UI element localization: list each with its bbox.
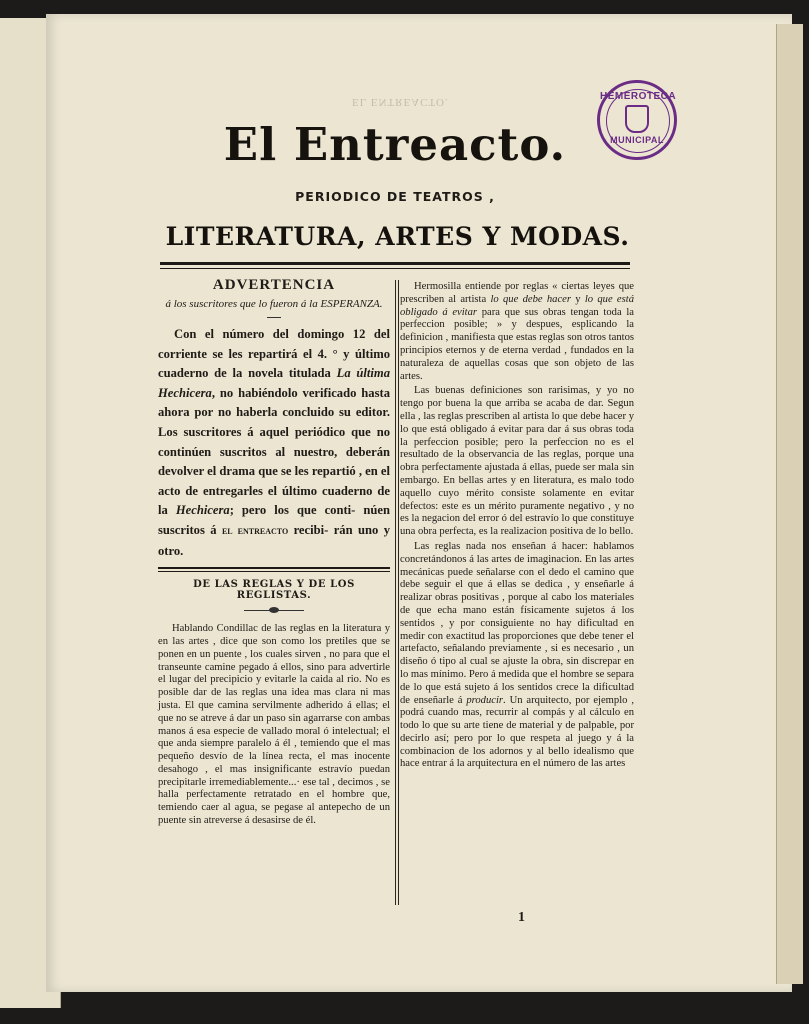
masthead-rule-thin: [160, 268, 630, 269]
page-number: 1: [518, 910, 525, 925]
masthead-subtitle: PERIODICO DE TEATROS ,: [295, 189, 495, 204]
ornament-divider: [244, 607, 304, 613]
notice-dash: [267, 317, 281, 318]
column-divider: [395, 280, 396, 905]
notice-text-a: Con el número del domingo 12 del corriente se les repartirá el 4. ° y último cuaderno de la novela titulada: [158, 327, 390, 381]
right-p3-a: Las reglas nada nos enseñan á hacer: hablamos concretándonos á las artes de imaginacion. En las artes mecánicas puede señalarse con el dedo el camino que debe seguir el que á ellas se dedica , y enseñarle á realizar obras positivas , porque al cabo los materiales de que echa mano están físicamente sujetos á los sentidos , y por consiguiente no hay dificultad en medir con exactitud las proporciones que debe tener el artefacto, señalando previamente , si es necesario , un diseño ó tipo al cual se ajuste la obra, sin discrepar en lo mas mínimo. Pero á medida que el hombre se separa de lo que está sujeto á los sentidos crece la dificultad de enseñarle á: [400, 540, 634, 706]
right-p1-c: para que sus obras tengan toda la perfeccion posible; » y despues, esplicando la definicion , manifiesta que estas reglas son otros tantos principios eternos y de eterna verdad , fundados en la naturaleza de aquellas cosas que son objeto de las artes.: [400, 306, 634, 382]
article-right-paragraph-3: [400, 541, 634, 771]
section-rule-thin: [158, 571, 390, 572]
article-heading: DE LAS REGLAS Y DE LOS REGLISTAS.: [193, 579, 355, 602]
right-column: [400, 281, 634, 771]
notice-heading: ADVERTENCIA: [212, 277, 336, 293]
right-p1-a: Hermosilla entiende por reglas « ciertas leyes que prescriben al artista: [400, 281, 634, 305]
notice-text-c: ; pero los que conti- núen suscritos á: [158, 503, 390, 537]
masthead-title: El Entreacto.: [223, 118, 567, 171]
newspaper-name-smallcaps: el entreacto: [221, 524, 289, 537]
right-p3-b: . Un arquitecto, por ejemplo , podrá cuando mas, recurrir al compás y al cálculo en todo lo que su arte tiene de material y de palpable, por decirlo así; pero por lo que respeta al juego y á la combinacion de los adornos y al bello idealismo que hace entrar á la arquitectura en el número de las artes: [400, 694, 634, 770]
notice-text: [158, 325, 390, 561]
section-rule-thick: [158, 567, 390, 569]
article-right-paragraph-1: [400, 281, 634, 383]
column-divider-inner: [398, 280, 399, 905]
page-edge: [776, 24, 803, 984]
novel-short-title: Hechicera: [175, 503, 230, 518]
notice-dedication: á los suscritores que lo fueron á la ESPERANZA.: [165, 298, 383, 310]
bleed-through-text: EL ENTREACTO.: [352, 96, 449, 108]
masthead-headline: LITERATURA, ARTES Y MODAS.: [165, 222, 630, 251]
right-p1-b: y: [570, 293, 585, 305]
left-column: [158, 277, 390, 828]
right-p1-italic-1: lo que debe hacer: [490, 293, 571, 305]
notice-text-b: , no habiéndolo verificado hasta ahora por no haberla concluido su editor. Los suscritores á aquel periódico que no continúen suscritos al nuestro, deberán devolver el drama que se les repartió , en el acto de entregarles el último cuaderno de la: [158, 385, 390, 518]
article-right-paragraph-2: Las buenas definiciones son rarisimas, y yo no tengo por buena la que arriba se acaba de dar. Segun ella , las reglas prescriben al artista lo que debe hacer y lo que está obligado á evitar para dar á sus obras toda la perfeccion posible; pero la perfeccion no es el resultado de la observancia de las reglas, porque una obra perfectamente ajustada á ellas, puede ser mala sin embargo. En bellas artes y en literatura, es malo todo aquello cuyo mérito consiste solamente en evitar defectos: este es un mérito puramente negativo , y no es la negacion del error ó del estravío lo que constituye una obra perfecta, es la realizacion positiva de lo bello.: [400, 385, 634, 538]
notice-text-d: recibi- rán uno y otro.: [158, 522, 390, 558]
stamp-bottom-text: MUNICIPAL: [610, 135, 664, 145]
novel-title: La última Hechicera: [158, 366, 391, 400]
right-p3-italic: producir: [466, 694, 504, 706]
right-p1-italic-2: lo que está obligado á evitar: [400, 293, 635, 318]
article-left-paragraph: Hablando Condillac de las reglas en la literatura y en las artes , dice que son como los pretiles que se ponen en un puente , los cuales sirven , no para que el transeunte camine pegado á ellos, sino para advertirle el lugar del precipicio y evitarle la caida al rio. No es posible dar de las reglas una idea mas clara ni mas justa. El que camina servilmente adherido á ellas; el que no se atreve á dar un paso sin agarrarse con ambas manos á esa especie de vallado moral ó intelectual; el que anda siempre paralelo á él , temiendo que el mas pequeño desvío de la línea recta, el mas inocente desahogo , el mas insignificante estravío puedan precipitarle irremediablemente...· ese tal , decimos , se halla perfectamente retratado en el hombre que, temiendo caer al agua, se pegase al antepecho de un puente sin atreverse á desasirse de él.: [158, 623, 390, 827]
masthead-rule-thick: [160, 262, 630, 265]
stamp-top-text: HEMEROTECA: [600, 91, 677, 102]
